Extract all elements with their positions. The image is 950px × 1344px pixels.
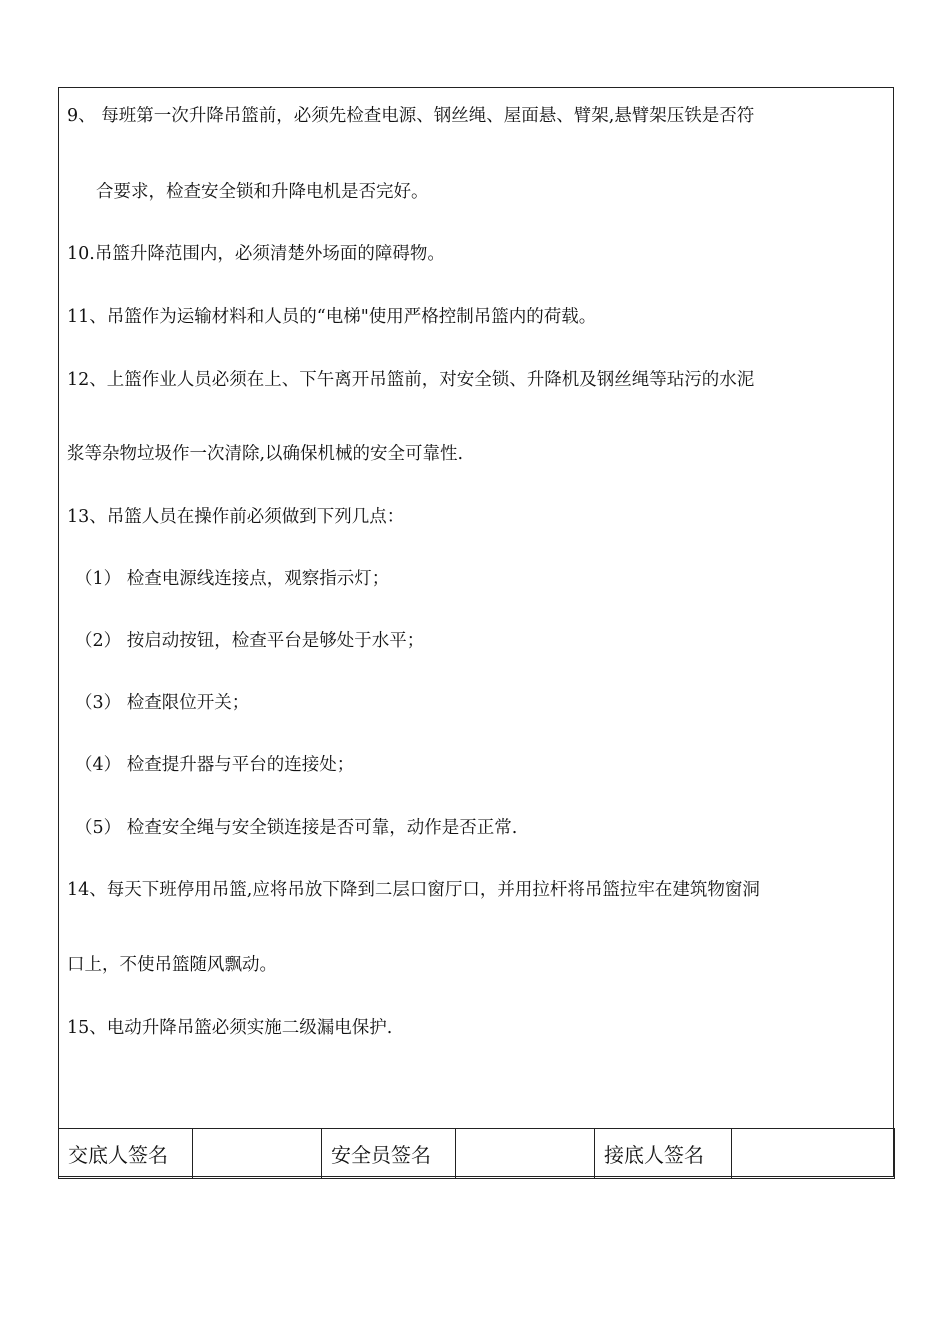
rule-13: 13、吊篮人员在操作前必须做到下列几点： (67, 507, 405, 527)
handover-signature-label: 交底人签名 (59, 1129, 193, 1179)
receiver-signature-field[interactable] (732, 1129, 895, 1179)
signature-row (59, 1129, 895, 1179)
rule-13-item-1: （1） 检查电源线连接点，观察指示灯； (75, 569, 390, 589)
rule-13-item-4: （4） 检查提升器与平台的连接处； (75, 755, 355, 775)
rule-14-line-1: 14、每天下班停用吊篮,应将吊放下降到二层口窗厅口，并用拉杆将吊篮拉牢在建筑物窗洞 (67, 880, 760, 900)
rule-13-item-3: （3） 检查限位开关； (75, 693, 250, 713)
rule-12-line-1: 12、上篮作业人员必须在上、下午离开吊篮前，对安全锁、升降机及钢丝绳等玷污的水泥 (67, 370, 755, 390)
handover-signature-field[interactable] (193, 1129, 322, 1179)
rule-11: 11、吊篮作为运输材料和人员的“电梯"使用严格控制吊篮内的荷载。 (67, 307, 597, 327)
rule-15: 15、电动升降吊篮必须实施二级漏电保护. (67, 1018, 393, 1038)
safety-officer-signature-label: 安全员签名 (322, 1129, 456, 1179)
receiver-signature-label: 接底人签名 (595, 1129, 732, 1179)
signature-table (58, 1128, 895, 1179)
rule-13-item-5: （5） 检查安全绳与安全锁连接是否可靠，动作是否正常. (75, 818, 518, 838)
rule-9-line-1: 9、 每班第一次升降吊篮前，必须先检查电源、钢丝绳、屋面悬、臂架,悬臂架压铁是否符 (67, 106, 755, 126)
safety-officer-signature-field[interactable] (456, 1129, 595, 1179)
rule-12-line-2: 浆等杂物垃圾作一次清除,以确保机械的安全可靠性. (67, 444, 464, 464)
rule-13-item-2: （2） 按启动按钮，检查平台是够处于水平； (75, 631, 425, 651)
rule-14-line-2: 口上，不使吊篮随风飘动。 (67, 955, 277, 975)
rule-9-line-2: 合要求，检查安全锁和升降电机是否完好。 (96, 182, 429, 202)
rule-10: 10.吊篮升降范围内，必须清楚外场面的障碍物。 (67, 244, 445, 264)
